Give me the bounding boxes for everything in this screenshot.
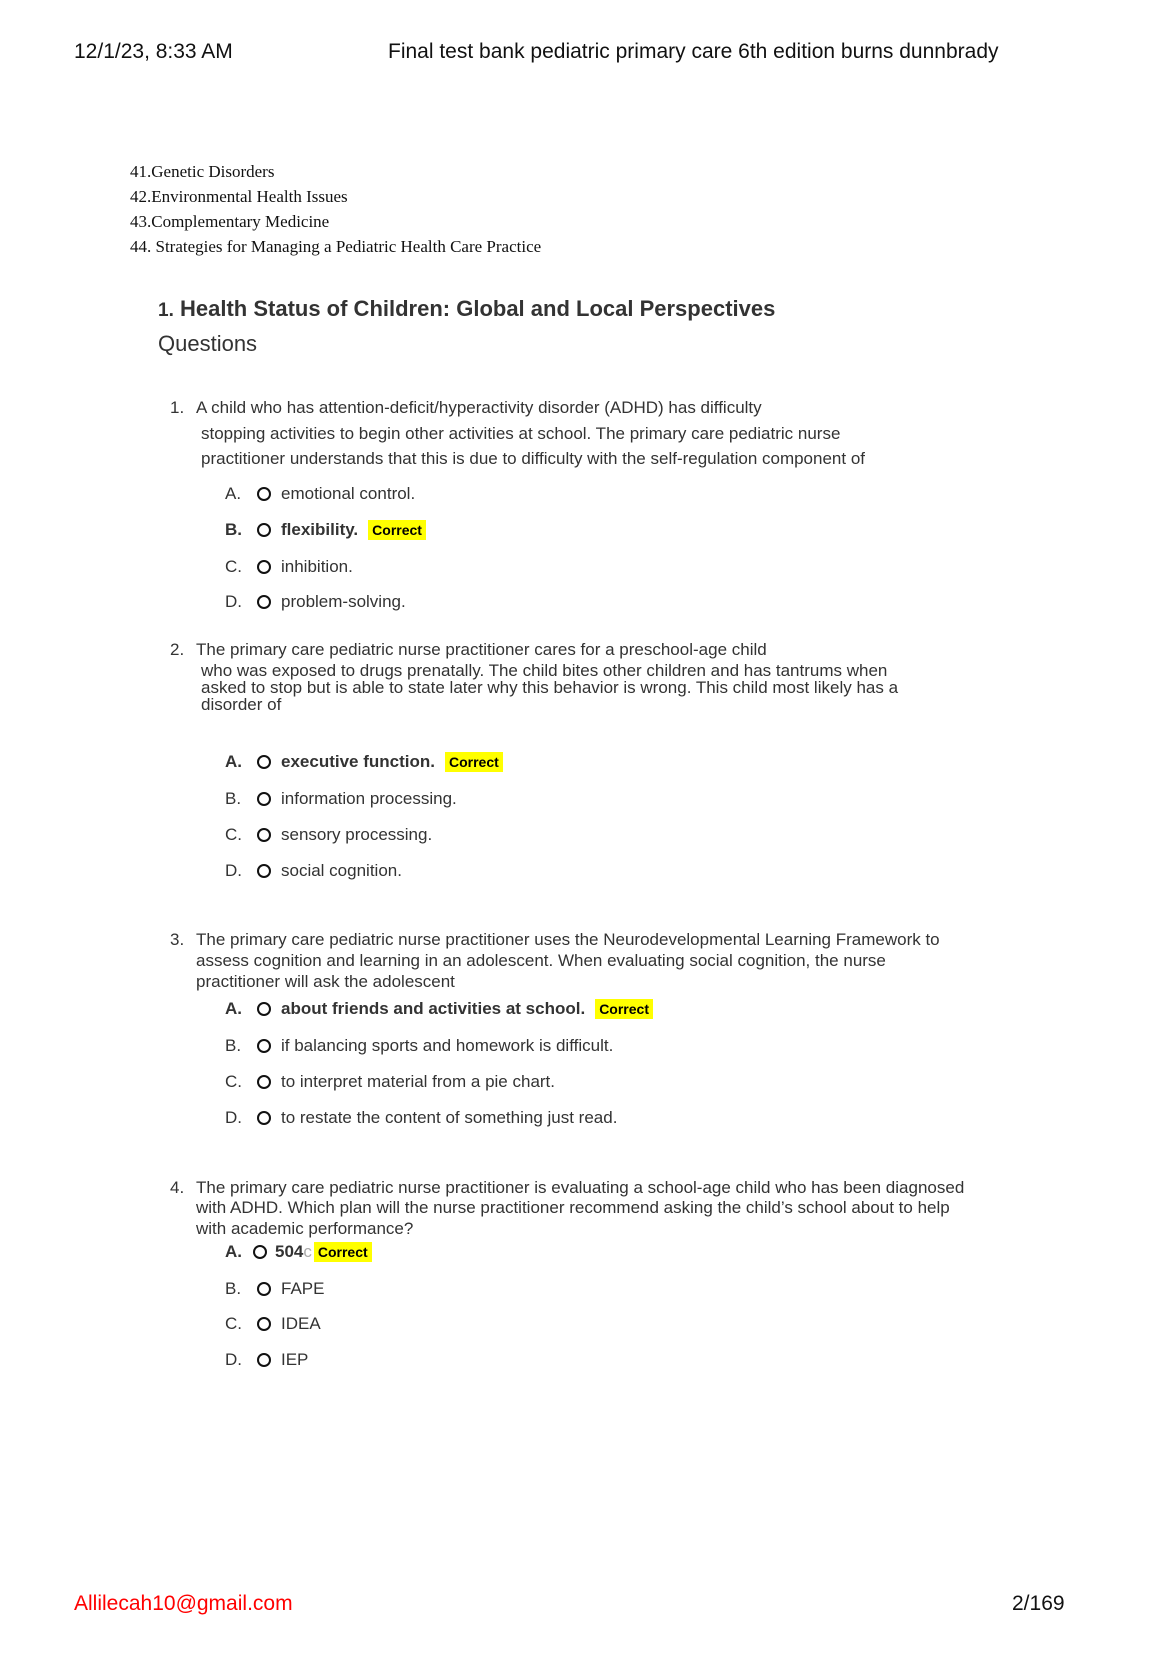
question-text: The primary care pediatric nurse practitioner cares for a preschool-age child	[196, 640, 767, 659]
section-title: Health Status of Children: Global and Local Perspectives	[179, 296, 776, 321]
answer-option[interactable]	[225, 825, 432, 845]
question-text: practitioner understands that this is due to difficulty with the self-regulation component of	[201, 449, 866, 468]
option-text: to interpret material from a pie chart.	[281, 1072, 556, 1091]
option-letter: D.	[225, 592, 242, 611]
correct-badge: Correct	[595, 999, 653, 1019]
option-text: sensory processing.	[281, 825, 433, 844]
radio-icon[interactable]	[257, 1111, 271, 1125]
option-text: about friends and activities at school.	[281, 999, 586, 1018]
correct-badge: Correct	[368, 520, 426, 540]
answer-option-correct[interactable]	[225, 752, 503, 772]
option-letter: D.	[225, 1108, 242, 1127]
radio-icon[interactable]	[257, 1282, 271, 1296]
question-text: The primary care pediatric nurse practitioner uses the Neurodevelopmental Learning Framework to	[196, 930, 940, 949]
question-text: asked to stop but is able to state later why this behavior is wrong. This child most likely has a	[201, 678, 899, 697]
option-text: 504	[275, 1242, 304, 1261]
answer-option[interactable]	[225, 557, 353, 577]
section-heading	[158, 296, 775, 322]
document-title: Final test bank pediatric primary care 6th edition burns dunnbrady	[388, 40, 999, 63]
option-letter: C.	[225, 1314, 242, 1333]
option-text: emotional control.	[281, 484, 416, 503]
option-letter: A.	[225, 484, 242, 503]
radio-icon[interactable]	[257, 1075, 271, 1089]
answer-option-correct[interactable]	[225, 1242, 372, 1262]
option-letter: D.	[225, 861, 242, 880]
question-text: with ADHD. Which plan will the nurse practitioner recommend asking the child’s school about to help	[196, 1198, 950, 1217]
option-text: IEP	[281, 1350, 309, 1369]
question-number: 1.	[170, 398, 185, 417]
option-letter: B.	[225, 520, 242, 539]
answer-option[interactable]	[225, 1314, 321, 1334]
toc-item: 43.Complementary Medicine	[130, 212, 330, 231]
radio-icon[interactable]	[257, 1002, 271, 1016]
question-text: disorder of	[201, 695, 282, 714]
section-number: 1.	[158, 300, 174, 321]
option-text: inhibition.	[281, 557, 353, 576]
page-number: 2/169	[1012, 1592, 1065, 1615]
footer-email[interactable]: Allilecah10@gmail.com	[74, 1592, 293, 1615]
answer-option[interactable]	[225, 1350, 308, 1370]
radio-icon[interactable]	[257, 1039, 271, 1053]
question-text: The primary care pediatric nurse practitioner is evaluating a school-age child who has been diagnosed	[196, 1178, 965, 1197]
correct-badge: Correct	[314, 1242, 372, 1262]
option-letter: B.	[225, 1036, 242, 1055]
radio-icon[interactable]	[257, 1317, 271, 1331]
question-text: stopping activities to begin other activities at school. The primary care pediatric nurse	[201, 424, 841, 443]
radio-icon[interactable]	[257, 828, 271, 842]
option-letter: C.	[225, 557, 242, 576]
option-text: executive function.	[281, 752, 435, 771]
option-letter: A.	[225, 1242, 242, 1261]
question-text: with academic performance?	[196, 1219, 414, 1238]
radio-icon[interactable]	[257, 1353, 271, 1367]
answer-option[interactable]	[225, 861, 402, 881]
option-letter: A.	[225, 999, 242, 1018]
answer-option-correct[interactable]	[225, 520, 426, 540]
option-letter: D.	[225, 1350, 242, 1369]
answer-option[interactable]	[225, 592, 406, 612]
option-text: to restate the content of something just read.	[281, 1108, 618, 1127]
answer-option[interactable]	[225, 1279, 324, 1299]
correct-badge: Correct	[445, 752, 503, 772]
answer-option[interactable]	[225, 789, 457, 809]
option-text: flexibility.	[281, 520, 359, 539]
answer-option-correct[interactable]	[225, 999, 653, 1019]
answer-option[interactable]	[225, 1108, 617, 1128]
radio-icon[interactable]	[257, 560, 271, 574]
radio-icon[interactable]	[253, 1245, 267, 1259]
question-text: A child who has attention-deficit/hyperactivity disorder (ADHD) has difficulty	[196, 398, 762, 417]
option-text: IDEA	[281, 1314, 321, 1333]
option-letter: C.	[225, 1072, 242, 1091]
radio-icon[interactable]	[257, 755, 271, 769]
question-text: assess cognition and learning in an adolescent. When evaluating social cognition, the nurse	[196, 951, 886, 970]
answer-option[interactable]	[225, 1072, 555, 1092]
radio-icon[interactable]	[257, 487, 271, 501]
question-number: 3.	[170, 930, 185, 949]
section-subtitle: Questions	[158, 331, 258, 356]
option-letter: C.	[225, 825, 242, 844]
toc-item: 41.Genetic Disorders	[130, 162, 275, 181]
option-text: problem-solving.	[281, 592, 406, 611]
radio-icon[interactable]	[257, 792, 271, 806]
question-text: practitioner will ask the adolescent	[196, 972, 455, 991]
option-letter: A.	[225, 752, 242, 771]
answer-option[interactable]	[225, 1036, 613, 1056]
question-text: who was exposed to drugs prenatally. The child bites other children and has tantrums when	[201, 661, 888, 680]
question-number: 2.	[170, 640, 185, 659]
option-text-suffix: c	[303, 1242, 312, 1261]
option-text: social cognition.	[281, 861, 402, 880]
radio-icon[interactable]	[257, 595, 271, 609]
option-letter: B.	[225, 1279, 242, 1298]
radio-icon[interactable]	[257, 864, 271, 878]
option-text: if balancing sports and homework is difficult.	[281, 1036, 614, 1055]
option-letter: B.	[225, 789, 242, 808]
toc-item: 42.Environmental Health Issues	[130, 187, 348, 206]
question-number: 4.	[170, 1178, 185, 1197]
toc-item: 44. Strategies for Managing a Pediatric Health Care Practice	[130, 237, 542, 256]
print-datetime: 12/1/23, 8:33 AM	[74, 40, 233, 63]
radio-icon[interactable]	[257, 523, 271, 537]
option-text: information processing.	[281, 789, 457, 808]
answer-option[interactable]	[225, 484, 415, 504]
option-text: FAPE	[281, 1279, 325, 1298]
